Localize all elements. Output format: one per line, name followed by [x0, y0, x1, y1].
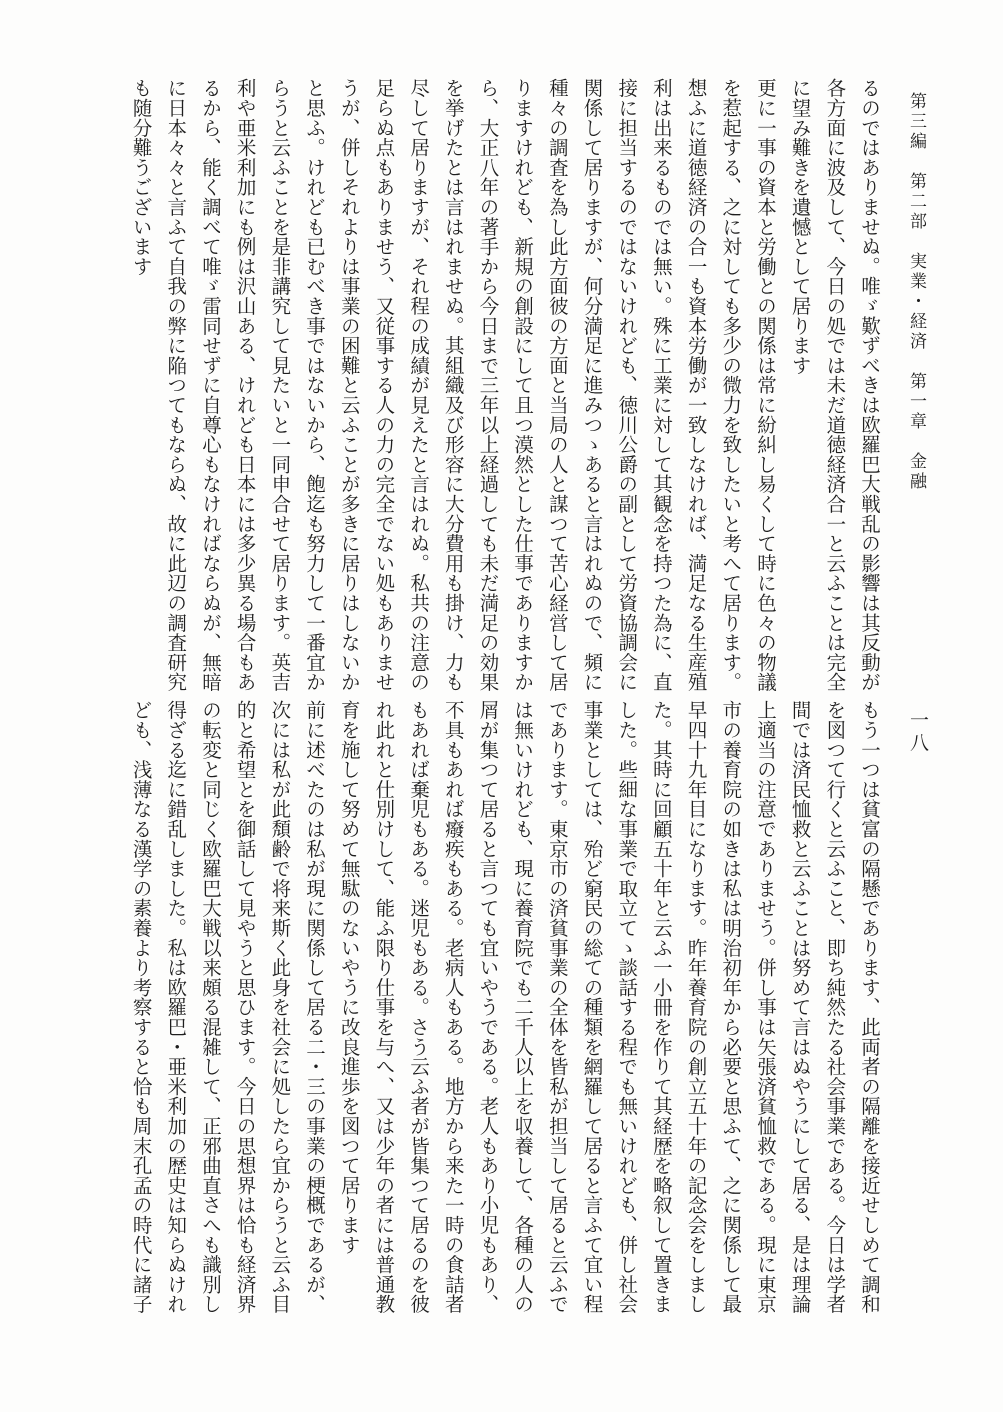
text-line: 屑が集つて居ると言つても宜いやうである。老人もあり小児もあり、	[476, 700, 500, 1314]
text-line: を惹起する、之に対しても多少の微力を致したいと考へて居ります。	[719, 78, 743, 692]
text-line: 的と希望とを御話して見やうと思ひます。今日の思想界は恰も経済界	[233, 700, 257, 1314]
text-line: 上適当の注意でありませう。併し事は矢張済貧恤救である。現に東京	[753, 700, 777, 1314]
text-line: 利や亜米利加にも例は沢山ある、けれども日本には多少異る場合もあ	[233, 78, 257, 692]
text-line: した。些細な事業で取立てゝ談話する程でも無いけれども、併し社会	[615, 700, 639, 1314]
text-line: るのではありませぬ。唯ゞ歎ずべきは欧羅巴大戦乱の影響は其反動が	[858, 78, 881, 692]
text-line: 市の養育院の如きは私は明治初年から必要と思ふて、之に関係して最	[719, 700, 743, 1314]
text-line: に望み難きを遺憾として居ります	[788, 78, 812, 375]
text-line: 関係して居りますが、何分満足に進みつゝあると言はれぬので、頻に	[580, 78, 604, 692]
text-line: 不具もあれば癈疾もある。老病人もある。地方から来た一時の食詰者	[441, 700, 465, 1314]
text-line: 各方面に波及して、今日の処では未だ道徳経済合一と云ふことは完全	[823, 78, 847, 692]
lower-text-block	[116, 700, 879, 1312]
text-line: は無いけれども、現に養育院でも二千人以上を収養して、各種の人の	[511, 700, 535, 1314]
text-line: 早四十九年目になります。昨年養育院の創立五十年の記念会をしまし	[684, 700, 708, 1314]
text-line: 利は出来るものでは無い。殊に工業に対して其観念を持つた為に、直	[649, 78, 673, 692]
text-line: うが、併しそれよりは事業の困難と云ふことが多きに居りはしないか	[337, 78, 361, 692]
text-line: もあれば棄児もある。迷児もある。さう云ふ者が皆集つて居るのを彼	[407, 700, 431, 1314]
text-line: も随分難うございます	[129, 78, 153, 276]
text-line: るから、能く調べて唯ゞ雷同せずに自尊心もなければならぬが、無暗	[198, 78, 222, 692]
text-line: に日本々々と言ふて自我の弊に陥つてもならぬ、故に此辺の調査研究	[164, 78, 188, 692]
text-line: 間では済民恤救と云ふことは努めて言はぬやうにして居る、是は理論	[788, 700, 812, 1314]
text-line: 尽して居りますが、それ程の成績が見えたと言はれぬ。私共の注意の	[407, 78, 431, 692]
text-line: 得ざる迄に錯乱しました。私は欧羅巴・亜米利加の歴史は知らぬけれ	[164, 700, 188, 1314]
text-line: もう一つは貧富の隔懸であります、此両者の隔離を接近せしめて調和	[858, 700, 881, 1314]
text-line: であります。東京市の済貧事業の全体を皆私が担当して居ると云ふで	[545, 700, 569, 1314]
text-line: 足らぬ点もありませう、又従事する人の力の完全でない処もありませ	[372, 78, 396, 692]
page-number: 一八	[907, 710, 929, 756]
upper-text-block	[116, 78, 879, 690]
text-line: 育を施して努めて無駄のないやうに改良進歩を図つて居ります	[337, 700, 361, 1255]
text-line: 更に一事の資本と労働との関係は常に紛糾し易くして時に色々の物議	[753, 78, 777, 692]
text-line: れ此れと仕別けして、能ふ限り仕事を与へ、又は少年の者には普通教	[372, 700, 396, 1314]
text-line: を挙げたとは言はれませぬ。其組織及び形容に大分費用も掛け、力も	[441, 78, 465, 692]
text-line: 事業としては、殆ど窮民の総ての種類を網羅して居ると言ふて宜い程	[580, 700, 604, 1314]
text-line: の転変と同じく欧羅巴大戦以来頗る混雑して、正邪曲直さへも識別し	[198, 700, 222, 1314]
text-line: らうと云ふことを是非講究して見たいと一同申合せて居ります。英吉	[268, 78, 292, 692]
text-line: 想ふに道徳経済の合一も資本労働が一致しなければ、満足なる生産殖	[684, 78, 708, 692]
text-line: 種々の調査を為し此方面彼の方面と当局の人と謀つて苦心経営して居	[545, 78, 569, 692]
text-line: 接に担当するのではないけれども、徳川公爵の副として労資協調会に	[615, 78, 639, 692]
text-line: りますけれども、新規の創設にして且つ漠然とした仕事でありますか	[511, 78, 535, 692]
text-line: ども、浅薄なる漢学の素養より考察すると恰も周末孔孟の時代に諸子	[129, 700, 153, 1314]
text-line: と思ふ。けれども已むべき事ではないから、飽迄も努力して一番宜か	[303, 78, 326, 692]
text-line: 次には私が此頽齢で将来斯く此身を社会に処したら宜からうと云ふ目	[268, 700, 292, 1314]
text-line: 前に述べたのは私が現に関係して居る二・三の事業の梗概であるが、	[303, 700, 326, 1314]
text-line: を図つて行くと云ふこと、即ち純然たる社会事業である。今日は学者	[823, 700, 847, 1314]
text-line: ら、大正八年の著手から今日まで三年以上経過しても未だ満足の効果	[476, 78, 500, 692]
running-head: 第三編 第二部 実業・経済 第一章 金融	[906, 92, 926, 492]
text-line: た。其時に回顧五十年と云ふ一小冊を作りて其経歴を略叙して置きま	[649, 700, 673, 1314]
